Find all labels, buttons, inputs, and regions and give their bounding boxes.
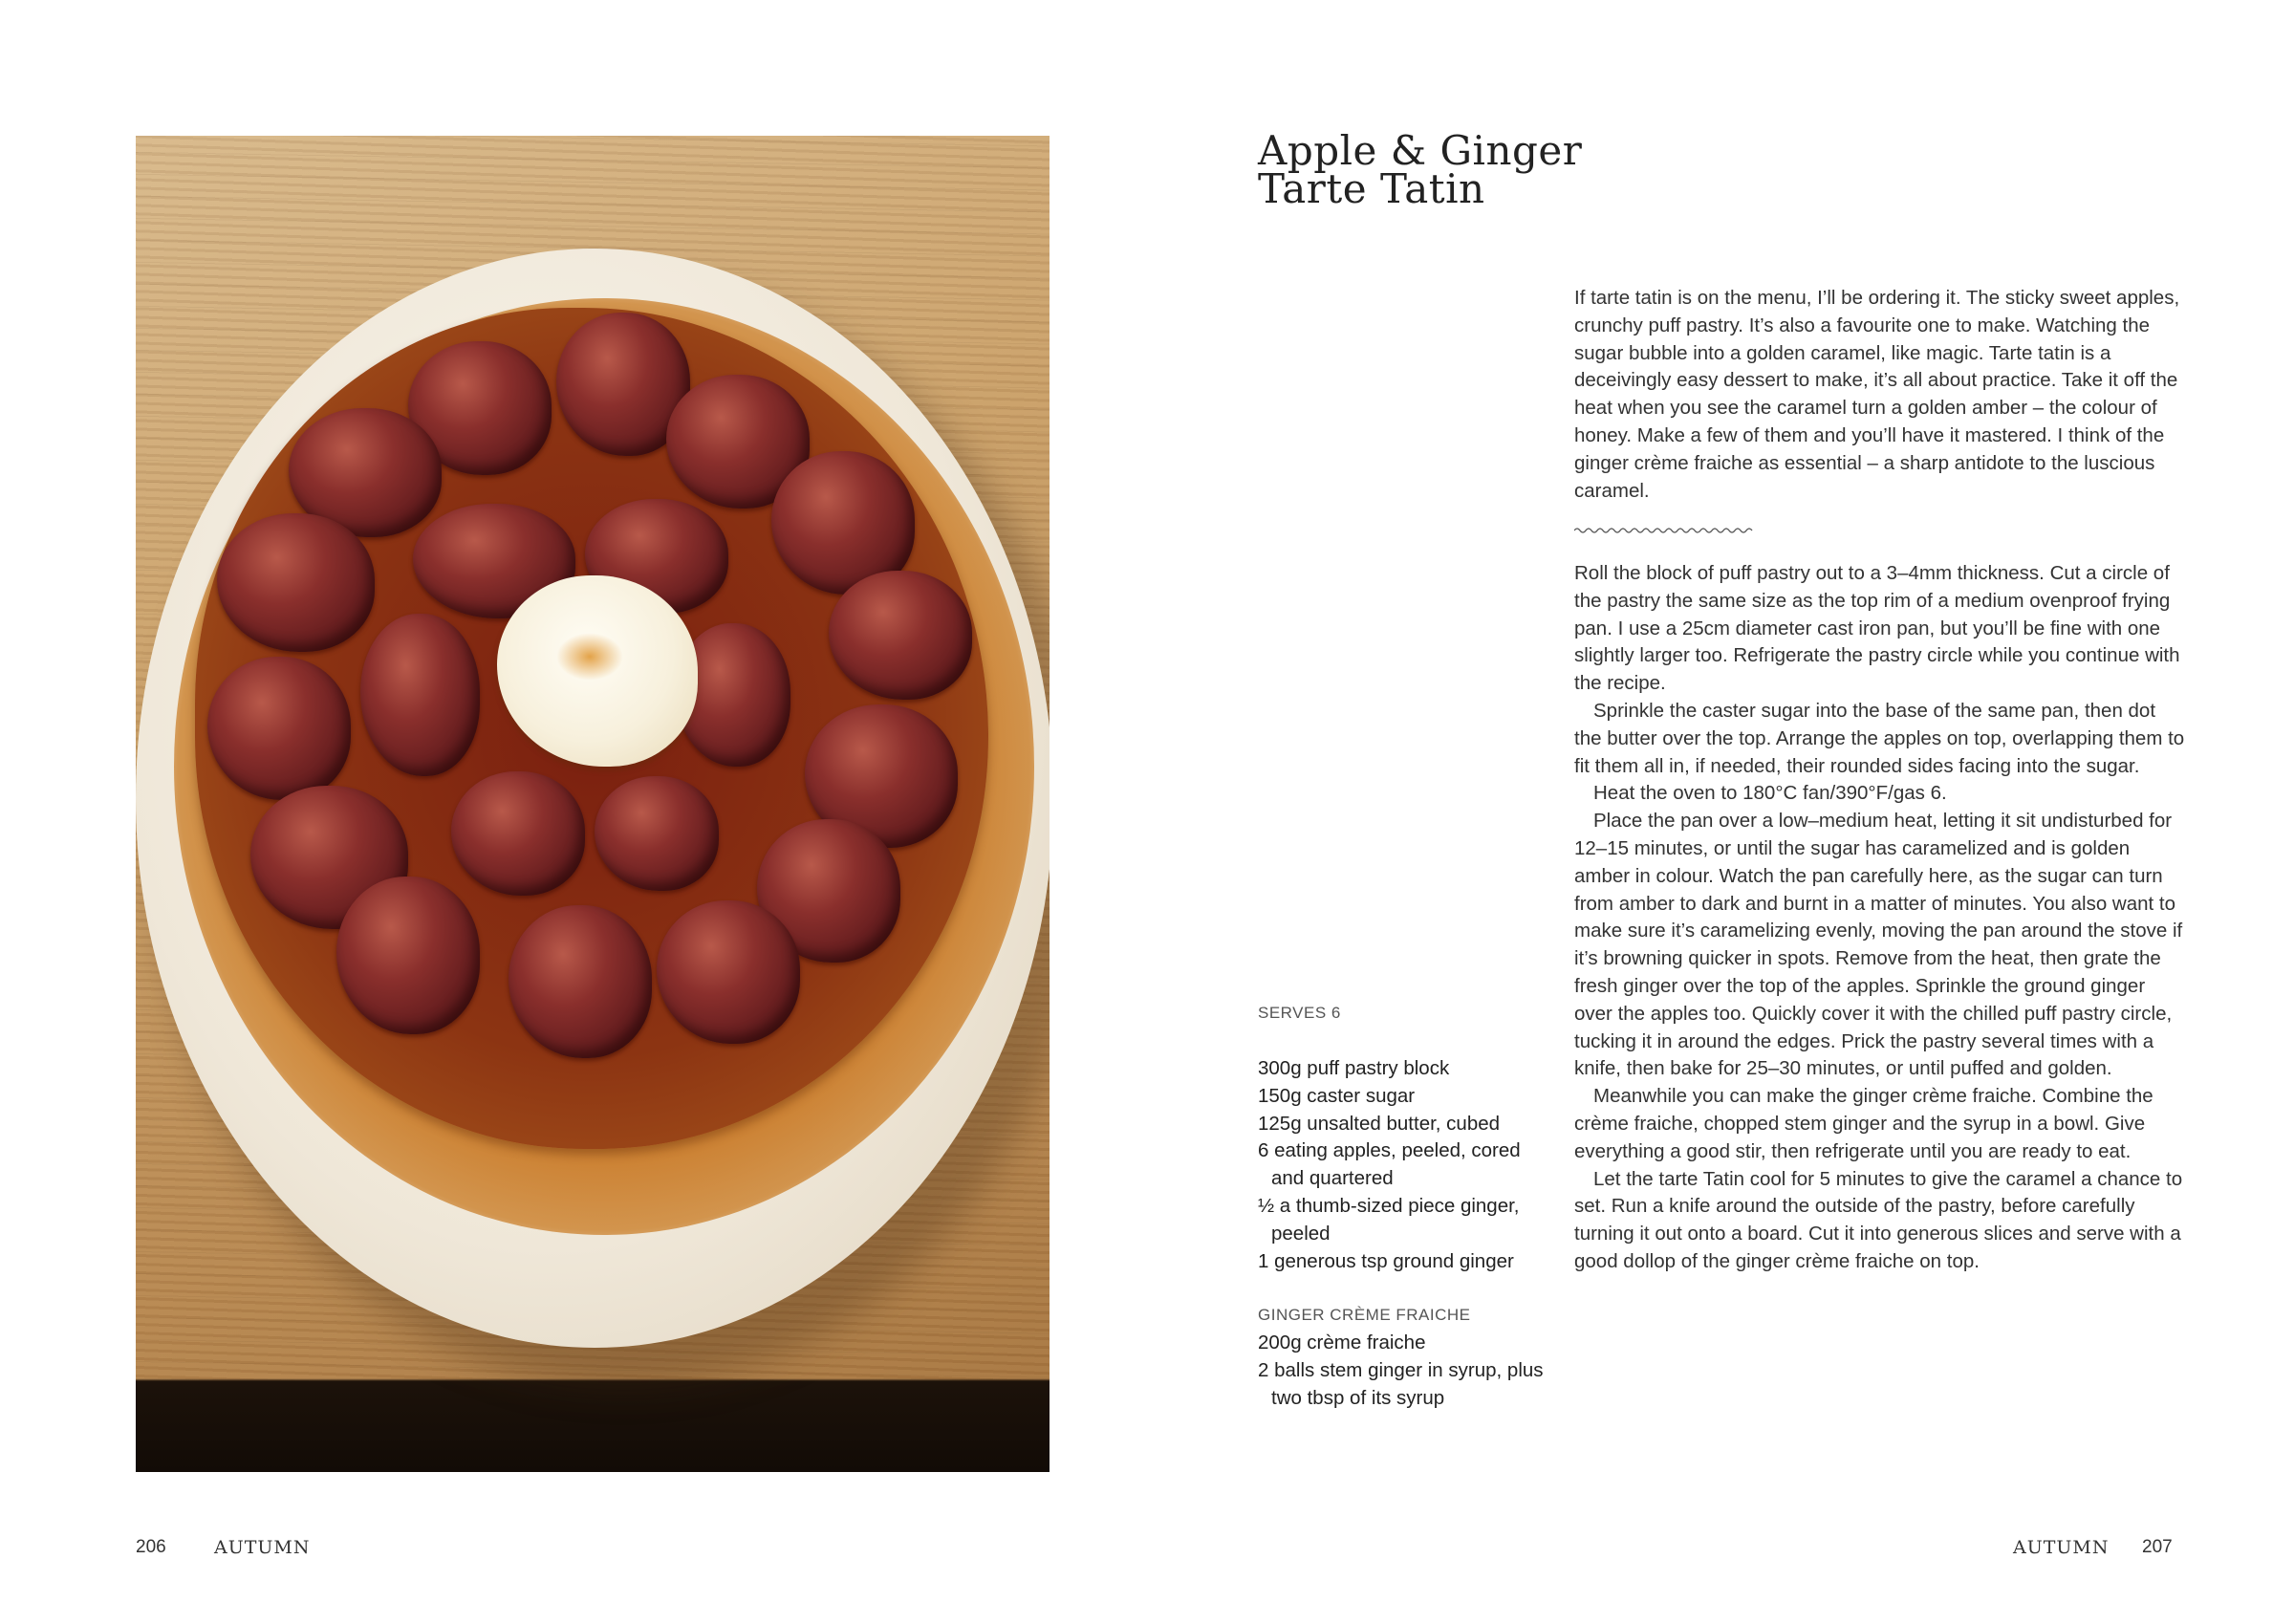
right-page-number: 207 (2142, 1537, 2173, 1557)
apple-quarter (829, 571, 972, 700)
method-step: Heat the oven to 180°C fan/390°F/gas 6. (1593, 782, 1947, 805)
method-step: Let the tarte Tatin cool for 5 minutes to give the caramel a chance to set. Run a knife around the outside of the pastry, before carefully turning it out onto a board. Cut it into generous slices and serve with a good dollop of the ginger crème fraiche on top. (1574, 1167, 2183, 1272)
recipe-intro: If tarte tatin is on the menu, I’ll be ordering it. The sticky sweet apples, crunchy puff pastry. It’s also a favourite one to make. Watching the sugar bubble into a golden caramel, like magic. Tarte tatin is a deceivingly easy dessert to make, it’s all about practice. Take it off the heat when you see the caramel turn a golden amber – the colour of honey. Make a few of them and you’ll have it mastered. I think of the ginger crème fraiche as essential – a sharp antidote to the luscious caramel. (1574, 287, 2180, 502)
ingredient-item: 200g crème fraiche (1258, 1332, 1426, 1353)
ingredient-item: 300g puff pastry block (1258, 1057, 1450, 1079)
apple-quarter (657, 900, 800, 1044)
apple-quarter (207, 657, 351, 800)
apple-quarter (595, 776, 719, 891)
tarte-tatin-photo (136, 136, 1050, 1472)
apple-quarter (509, 905, 652, 1058)
ingredient-item: 150g caster sugar (1258, 1084, 1416, 1107)
wavy-divider (1574, 524, 1756, 537)
ingredient-item: 6 eating apples, peeled, cored and quartered (1258, 1139, 1521, 1190)
cream-ingredient-list (1258, 1330, 1545, 1412)
method-step: Sprinkle the caster sugar into the base of the same pan, then dot the butter over the top. Arrange the apples on top, overlapping them to fit them all in, if needed, their rounded sides facing into the sugar. (1574, 699, 2185, 777)
method-step: Meanwhile you can make the ginger crème fraiche. Combine the crème fraiche, chopped stem ginger and the syrup in a bowl. Give everything a good stir, then refrigerate until you are ready to eat. (1574, 1085, 2153, 1162)
title-line-2: Tarte Tatin (1258, 165, 1485, 212)
apple-quarter (360, 614, 480, 776)
ingredient-item: 125g unsalted butter, cubed (1258, 1112, 1501, 1135)
right-section-name: AUTUMN (2013, 1537, 2110, 1558)
title-line-1: Apple & Ginger (1258, 127, 1583, 174)
method-step: Roll the block of puff pastry out to a 3–4mm thickness. Cut a circle of the pastry the same size as the top rim of a medium ovenproof frying pan. I use a 25cm diameter cast iron pan, but you’ll be fine with one slightly larger too. Refrigerate the pastry circle while you continue with the recipe. (1574, 562, 2180, 695)
ingredient-list (1258, 1055, 1545, 1275)
ingredient-item: 1 generous tsp ground ginger (1258, 1249, 1514, 1272)
cream-subheading: GINGER CRÈME FRAICHE (1258, 1306, 1471, 1324)
recipe-title (1258, 127, 1755, 212)
ingredient-item: ½ a thumb-sized piece ginger, peeled (1258, 1194, 1520, 1245)
recipe-method (1574, 560, 2186, 1276)
left-section-name: AUTUMN (214, 1537, 311, 1558)
left-page-number: 206 (136, 1537, 166, 1557)
apple-quarter (451, 771, 585, 896)
method-step: Place the pan over a low–medium heat, letting it sit undisturbed for 12–15 minutes, or until the sugar has caramelized and is golden amber in colour. Watch the pan carefully here, as the sugar can turn from amber to dark and burnt in a matter of minutes. You also want to make sure it’s caramelizing evenly, moving the pan around the stove if it’s browning quicker in spots. Remove from the heat, then grate the fresh ginger over the top of the apples. Sprinkle the ground ginger over the apples too. Quickly cover it with the chilled puff pastry circle, tucking it in around the edges. Prick the pastry several times with a knife, then bake for 25–30 minutes, or until puffed and golden. (1574, 810, 2183, 1080)
apple-quarter (217, 513, 375, 652)
ingredient-item: 2 balls stem ginger in syrup, plus two tbsp of its syrup (1258, 1358, 1544, 1409)
serves-label: SERVES 6 (1258, 1004, 1341, 1022)
apple-quarter (336, 877, 480, 1034)
caramel-drizzle (556, 633, 623, 681)
